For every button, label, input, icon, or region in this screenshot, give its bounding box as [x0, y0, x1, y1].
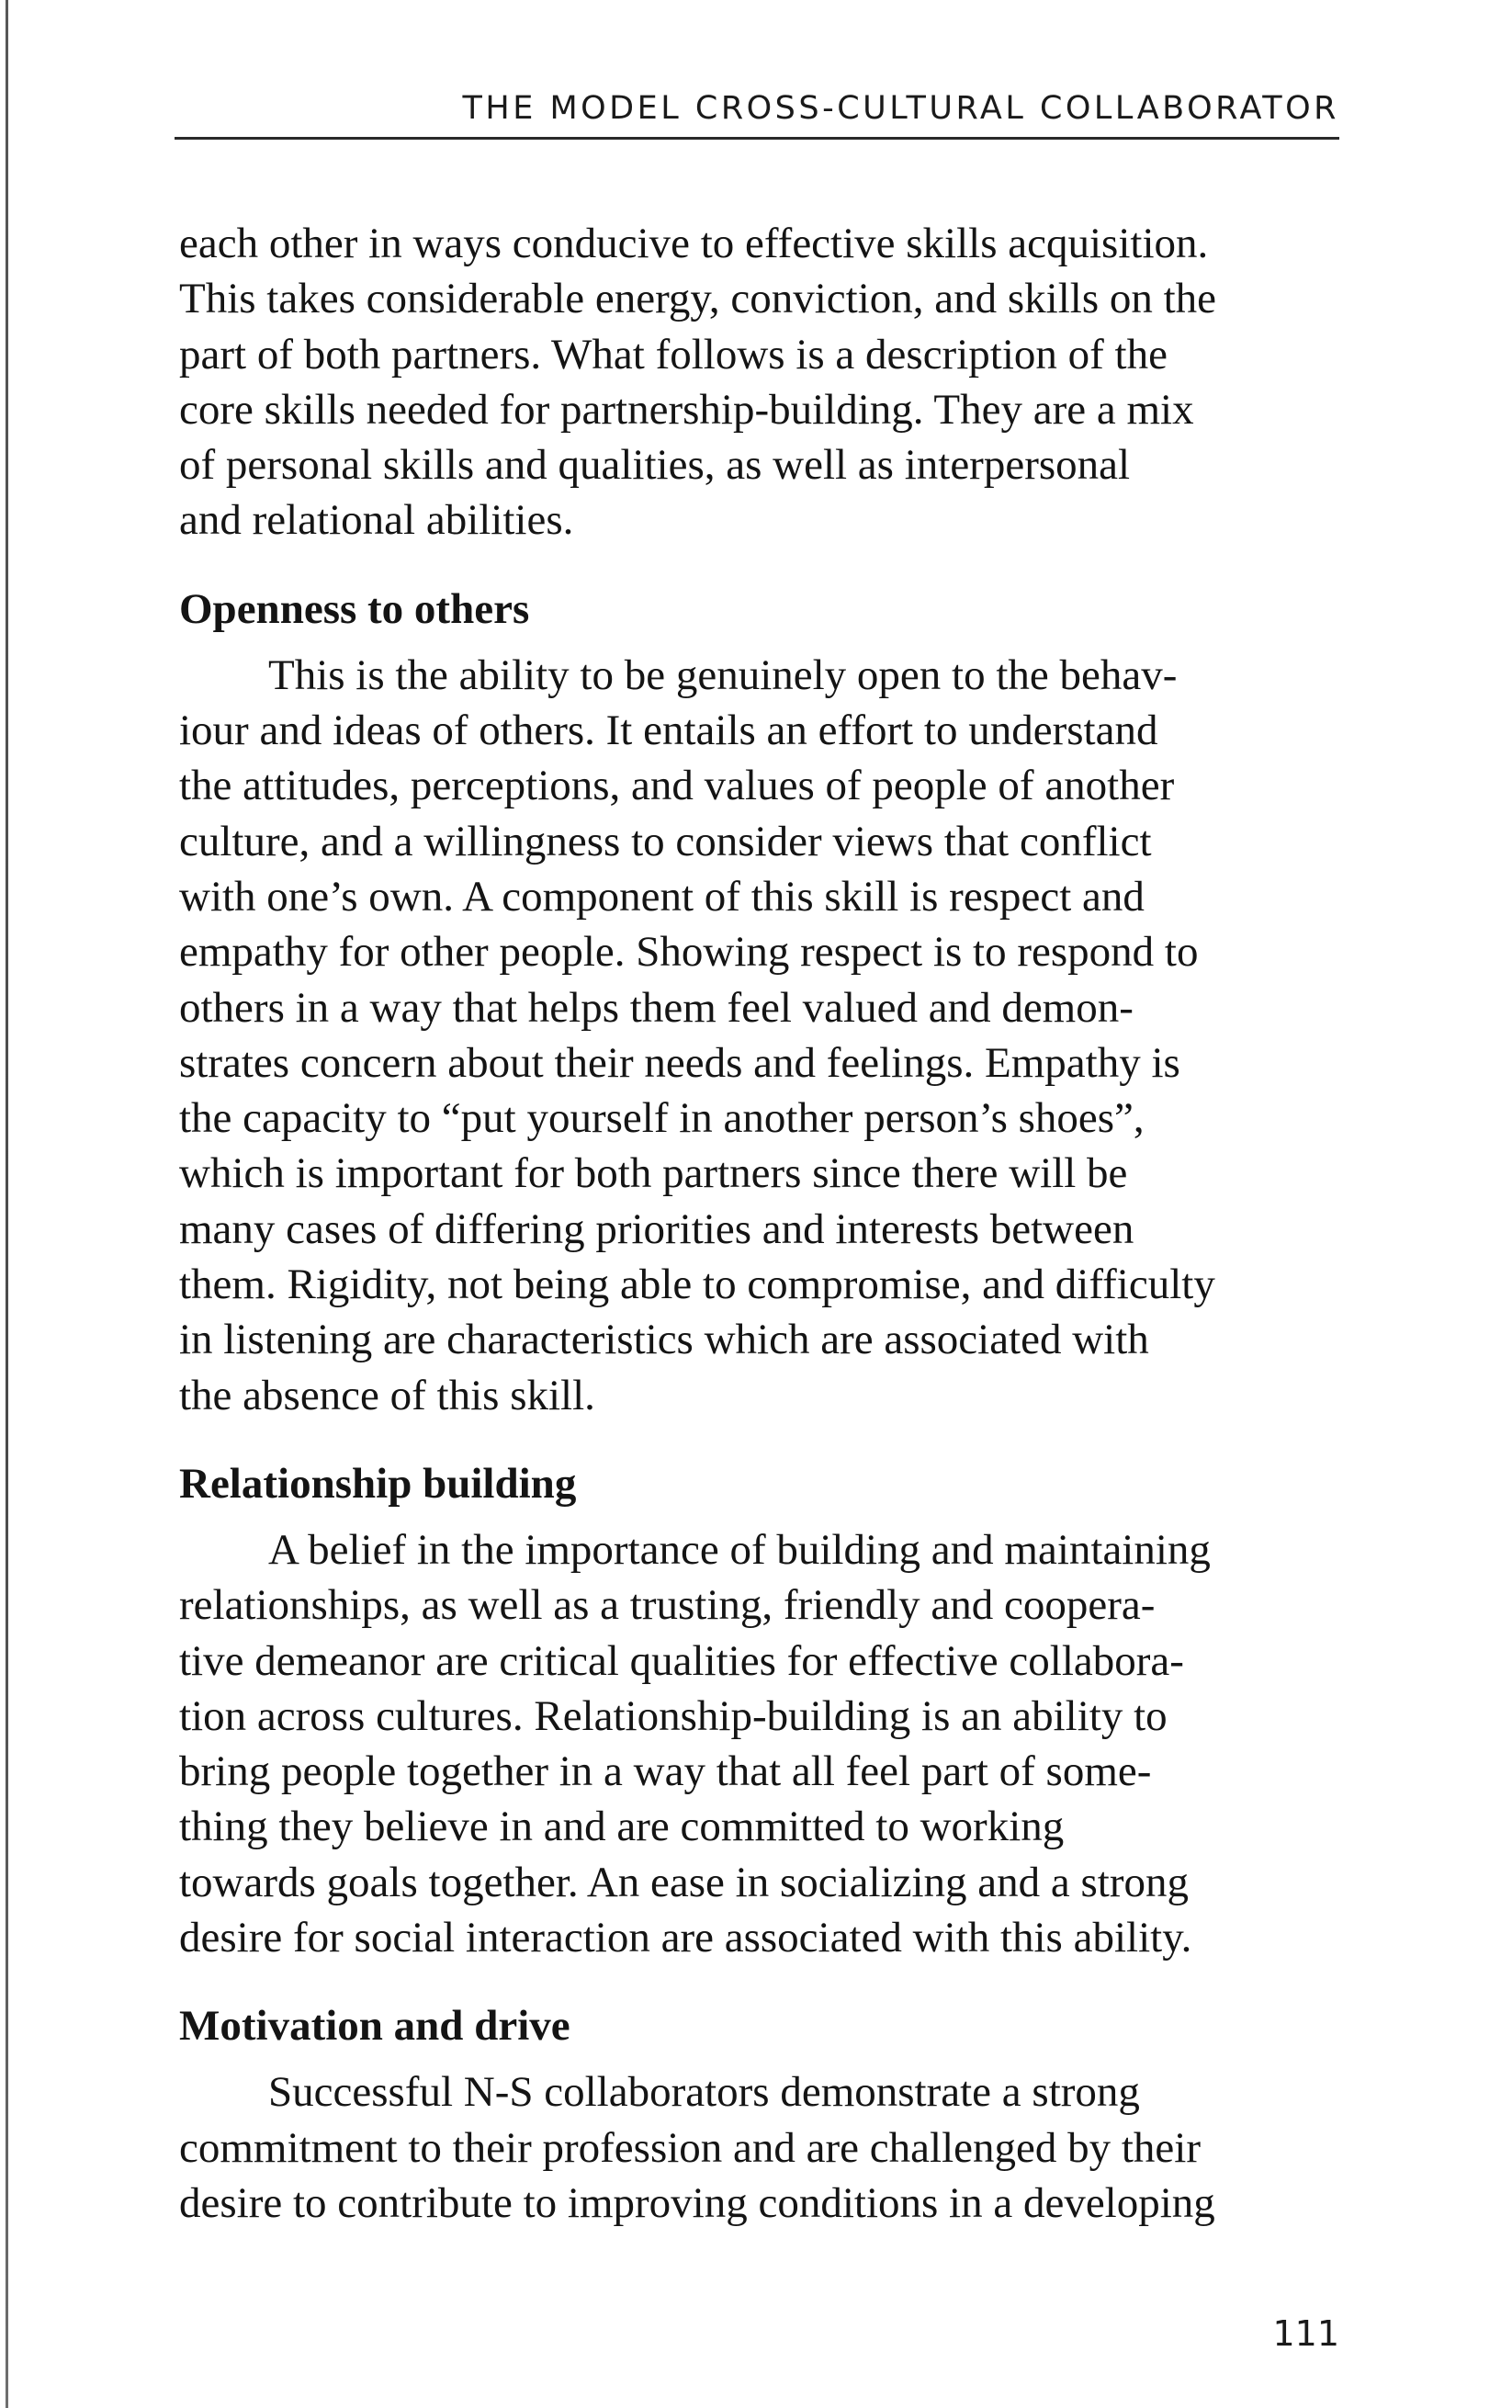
section-motivation-and-drive	[179, 1998, 1346, 2231]
paragraph-line: desire for social interaction are associated with this ability.	[179, 1914, 1192, 1962]
paragraph-line: empathy for other people. Showing respect is to respond to	[179, 928, 1199, 977]
paragraph-line: thing they believe in and are committed to working	[179, 1803, 1065, 1851]
paragraph-line: of personal skills and qualities, as well as interpersonal	[179, 441, 1131, 490]
section-heading: Relationship building	[179, 1459, 577, 1508]
paragraph-line: many cases of differing priorities and interests between	[179, 1204, 1134, 1253]
paragraph-line: Successful N-S collaborators demonstrate a strong	[268, 2068, 1140, 2117]
paragraph-line: others in a way that helps them feel valued and demon-	[179, 983, 1134, 1032]
paragraph-line: bring people together in a way that all feel part of some-	[179, 1747, 1152, 1796]
paragraph-line: relationships, as well as a trusting, friendly and coopera-	[179, 1581, 1156, 1630]
running-head: THE MODEL CROSS-CULTURAL COLLABORATOR	[462, 90, 1339, 127]
paragraph-line: strates concern about their needs and feelings. Empathy is	[179, 1038, 1180, 1087]
paragraph-line: each other in ways conducive to effective skills acquisition.	[179, 220, 1209, 267]
paragraph-line: This takes considerable energy, conviction, and skills on the	[179, 275, 1217, 323]
section-heading: Openness to others	[179, 584, 530, 633]
header-rule	[175, 137, 1339, 140]
section-heading: Motivation and drive	[179, 2002, 570, 2051]
intro-paragraph	[179, 216, 1346, 548]
paragraph-line: commitment to their profession and are challenged by their	[179, 2123, 1201, 2172]
paragraph-line: with one’s own. A component of this skill is respect and	[179, 872, 1145, 921]
paragraph-line: them. Rigidity, not being able to compromise, and difficulty	[179, 1261, 1215, 1309]
paragraph-line: in listening are characteristics which are associated with	[179, 1316, 1149, 1364]
paragraph-line: tive demeanor are critical qualities for effective collabora-	[179, 1636, 1184, 1685]
section-openness	[179, 582, 1346, 1423]
paragraph-line: the absence of this skill.	[179, 1371, 595, 1419]
page-number: 111	[1272, 2313, 1339, 2354]
paragraph-line: the capacity to “put yourself in another person’s shoes”,	[179, 1094, 1145, 1143]
paragraph-line: part of both partners. What follows is a description of the	[179, 330, 1168, 379]
paragraph-line: core skills needed for partnership-building. They are a mix	[179, 385, 1194, 434]
paragraph-line: desire to contribute to improving conditions in a developing	[179, 2178, 1215, 2227]
paragraph-line: tion across cultures. Relationship-building is an ability to	[179, 1691, 1168, 1740]
paragraph-line: and relational abilities.	[179, 496, 574, 545]
section-relationship-building	[179, 1456, 1346, 1965]
paragraph-line: which is important for both partners since there will be	[179, 1149, 1128, 1198]
paragraph-line: towards goals together. An ease in socializing and a strong	[179, 1858, 1190, 1906]
paragraph-line: culture, and a willingness to consider views that conflict	[179, 817, 1152, 865]
paragraph-line: This is the ability to be genuinely open to the behav-	[268, 650, 1178, 699]
paragraph-line: A belief in the importance of building and maintaining	[268, 1525, 1211, 1574]
paragraph-line: the attitudes, perceptions, and values of people of another	[179, 762, 1175, 810]
paragraph-line: iour and ideas of others. It entails an effort to understand	[179, 707, 1158, 755]
page-body	[179, 216, 1346, 2231]
book-spine-edge	[6, 0, 8, 2408]
